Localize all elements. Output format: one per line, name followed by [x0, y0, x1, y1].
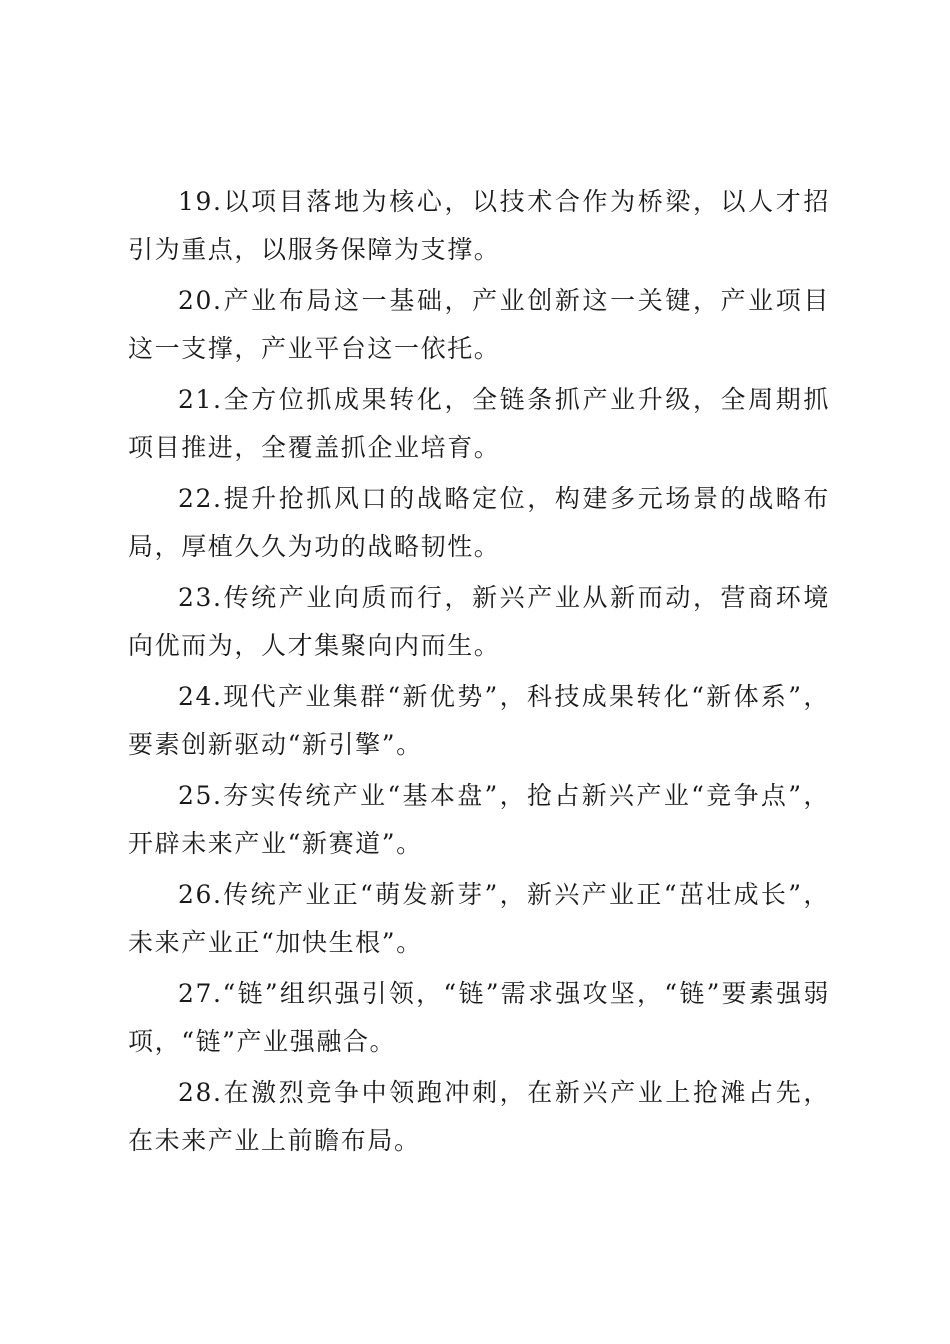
paragraph-23: 23.传统产业向质而行，新兴产业从新而动，营商环境向优而为，人才集聚向内而生。	[128, 583, 830, 660]
paragraph-26: 26.传统产业正“萌发新芽”，新兴产业正“茁壮成长”，未来产业正“加快生根”。	[128, 880, 830, 957]
paragraph-21: 21.全方位抓成果转化，全链条抓产业升级，全周期抓项目推进，全覆盖抓企业培育。	[128, 385, 830, 462]
paragraph-28: 28.在激烈竞争中领跑冲刺，在新兴产业上抢滩占先，在未来产业上前瞻布局。	[128, 1078, 830, 1155]
paragraph-25: 25.夯实传统产业“基本盘”，抢占新兴产业“竞争点”，开辟未来产业“新赛道”。	[128, 781, 830, 858]
document-body	[128, 178, 830, 1168]
paragraph-20: 20.产业布局这一基础，产业创新这一关键，产业项目这一支撑，产业平台这一依托。	[128, 286, 830, 363]
paragraph-27: 27.“链”组织强引领，“链”需求强攻坚，“链”要素强弱项，“链”产业强融合。	[128, 979, 830, 1056]
paragraph-22: 22.提升抢抓风口的战略定位，构建多元场景的战略布局，厚植久久为功的战略韧性。	[128, 484, 830, 561]
paragraph-19: 19.以项目落地为核心，以技术合作为桥梁，以人才招引为重点，以服务保障为支撑。	[128, 187, 830, 264]
paragraph-24: 24.现代产业集群“新优势”，科技成果转化“新体系”，要素创新驱动“新引擎”。	[128, 682, 830, 759]
